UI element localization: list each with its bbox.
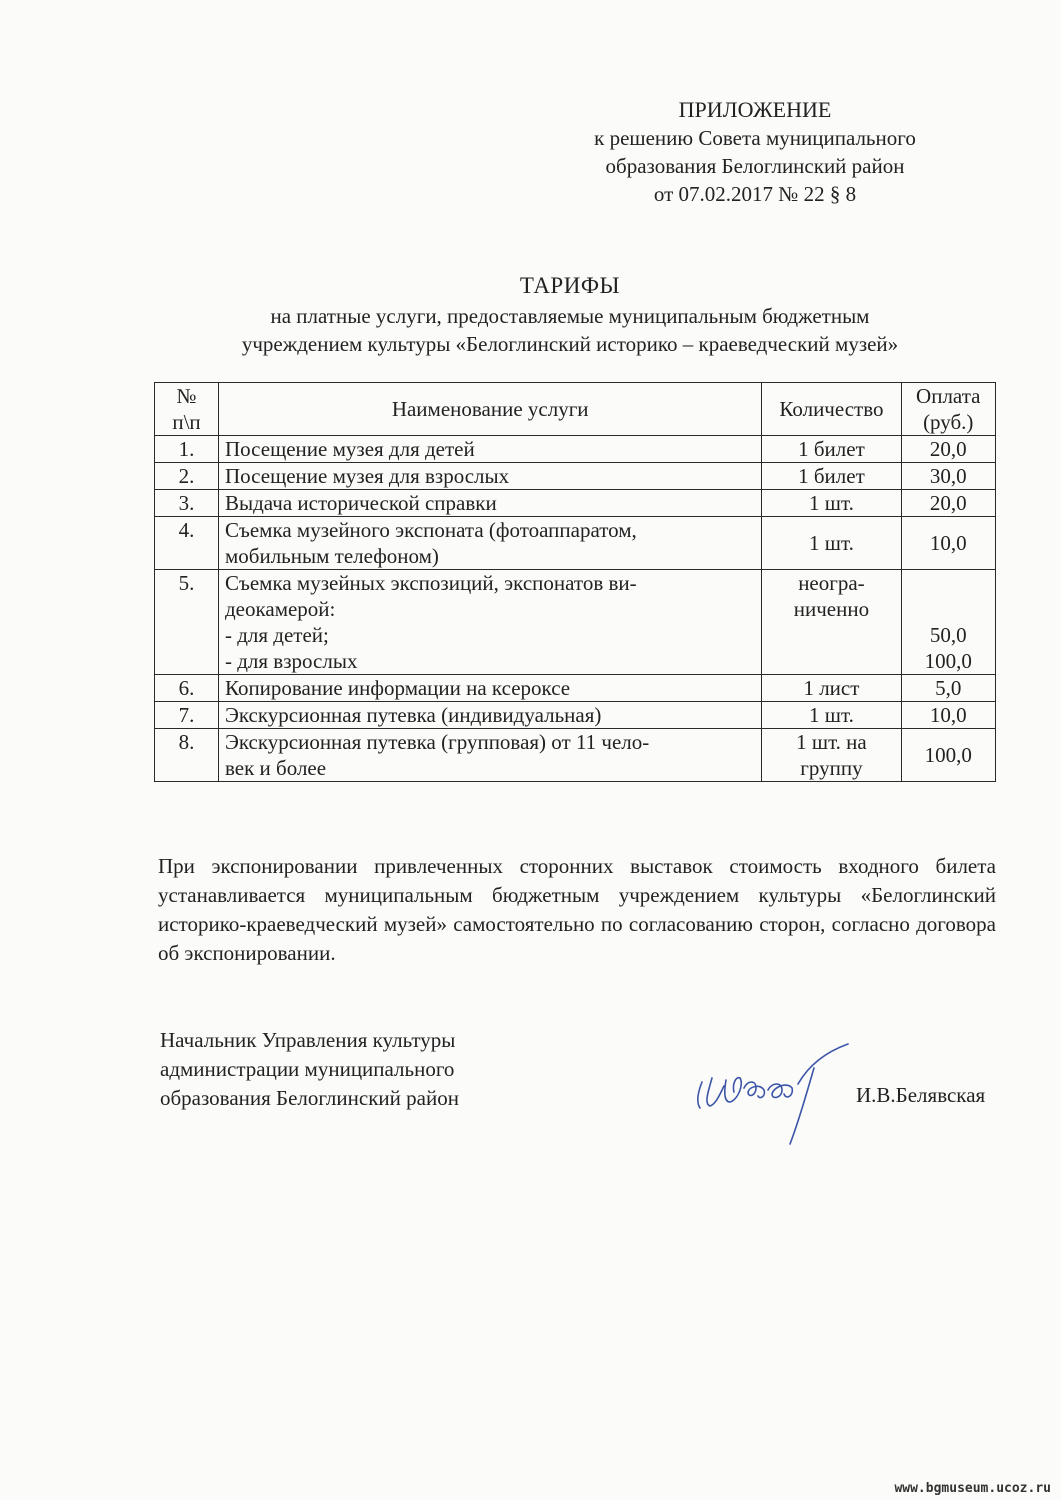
header-number — [155, 383, 219, 436]
row-number: 5. — [155, 570, 219, 675]
row-quantity-line-1: неогра- — [798, 571, 865, 595]
signer-block — [160, 1026, 459, 1113]
row-number: 1. — [155, 436, 219, 463]
appendix-line-2: образования Белоглинский район — [605, 154, 905, 178]
row-payment: 5,0 — [901, 675, 995, 702]
row-quantity-line-2: группу — [800, 756, 863, 780]
header-quantity: Количество — [762, 383, 901, 436]
row-service-name-line-3: - для детей; — [224, 623, 329, 647]
row-payment-adults: 100,0 — [924, 649, 972, 673]
row-service-name — [218, 517, 761, 570]
table-row — [155, 490, 996, 517]
table-row — [155, 702, 996, 729]
row-service-name: Копирование информации на ксероксе — [218, 675, 761, 702]
document-title-block — [120, 272, 1020, 358]
table-row — [155, 729, 996, 782]
header-payment-line-1: Оплата — [916, 384, 981, 408]
note-paragraph: При экспонировании привлеченных сторонних выставок стоимость входного билета устанавливается муниципальным бюджетным учреждением культуры «Белоглинский историко-краеведческий музей» самостоятельно по согласованию сторон, согласно договора об экспонировании. — [158, 854, 996, 965]
row-service-name — [218, 729, 761, 782]
signer-title-line-2: администрации муниципального — [160, 1057, 455, 1081]
row-service-name: Выдача исторической справки — [218, 490, 761, 517]
appendix-line-3: от 07.02.2017 № 22 § 8 — [653, 182, 857, 206]
header-number-line-2: п\п — [172, 410, 201, 434]
row-payment: 10,0 — [901, 702, 995, 729]
row-number: 7. — [155, 702, 219, 729]
row-quantity: 1 шт. — [762, 702, 901, 729]
row-quantity: 1 шт. — [762, 490, 901, 517]
header-payment-line-2: (руб.) — [923, 410, 974, 434]
document-subtitle-line-2: учреждением культуры «Белоглинский историко – краеведческий музей» — [241, 332, 899, 356]
site-watermark: www.bgmuseum.ucoz.ru — [894, 1481, 1051, 1496]
row-service-name-line-2: век и более — [224, 756, 327, 780]
row-service-name — [218, 570, 761, 675]
row-payment: 20,0 — [901, 436, 995, 463]
table-row — [155, 570, 996, 675]
row-quantity: 1 билет — [762, 463, 901, 490]
row-quantity — [762, 729, 901, 782]
table-header-row — [155, 383, 996, 436]
row-number: 8. — [155, 729, 219, 782]
document-subtitle-line-1: на платные услуги, предоставляемые муниципальным бюджетным — [270, 304, 870, 328]
signer-title-line-1: Начальник Управления культуры — [160, 1028, 456, 1052]
appendix-line-1: к решению Совета муниципального — [594, 126, 916, 150]
row-quantity: 1 шт. — [762, 517, 901, 570]
row-payment: 20,0 — [901, 490, 995, 517]
row-service-name: Посещение музея для детей — [218, 436, 761, 463]
handwritten-signature — [690, 1040, 850, 1150]
row-quantity-line-1: 1 шт. на — [796, 730, 867, 754]
row-number: 6. — [155, 675, 219, 702]
table-row — [155, 463, 996, 490]
document-title: ТАРИФЫ — [519, 273, 621, 298]
row-service-name: Посещение музея для взрослых — [218, 463, 761, 490]
signer-name: И.В.Белявская — [856, 1083, 986, 1107]
tariffs-table — [154, 382, 996, 782]
table-row — [155, 436, 996, 463]
row-number: 4. — [155, 517, 219, 570]
row-service-name-line-2: мобильным телефоном) — [224, 544, 439, 568]
row-quantity-line-2: ниченно — [793, 597, 870, 621]
row-service-name: Экскурсионная путевка (индивидуальная) — [218, 702, 761, 729]
row-service-name-line-4: - для взрослых — [224, 649, 358, 673]
appendix-heading: ПРИЛОЖЕНИЕ — [678, 97, 832, 122]
table-row — [155, 517, 996, 570]
row-quantity — [762, 570, 901, 675]
row-payment: 30,0 — [901, 463, 995, 490]
row-service-name-line-2: деокамерой: — [224, 597, 336, 621]
row-payment: 10,0 — [901, 517, 995, 570]
row-quantity: 1 лист — [762, 675, 901, 702]
row-payment-children: 50,0 — [929, 623, 967, 647]
header-service-name: Наименование услуги — [218, 383, 761, 436]
row-service-name-line-1: Съемка музейных экспозиций, экспонатов ви- — [224, 571, 637, 595]
row-payment: 100,0 — [901, 729, 995, 782]
row-quantity: 1 билет — [762, 436, 901, 463]
row-service-name-line-1: Экскурсионная путевка (групповая) от 11 чело- — [224, 730, 650, 754]
header-payment — [901, 383, 995, 436]
appendix-block — [525, 96, 985, 208]
row-payment — [901, 570, 995, 675]
row-service-name-line-1: Съемка музейного экспоната (фотоаппаратом, — [224, 518, 637, 542]
signer-title-line-3: образования Белоглинский район — [160, 1086, 459, 1110]
row-number: 2. — [155, 463, 219, 490]
row-number: 3. — [155, 490, 219, 517]
table-row — [155, 675, 996, 702]
header-number-line-1: № — [176, 384, 197, 408]
